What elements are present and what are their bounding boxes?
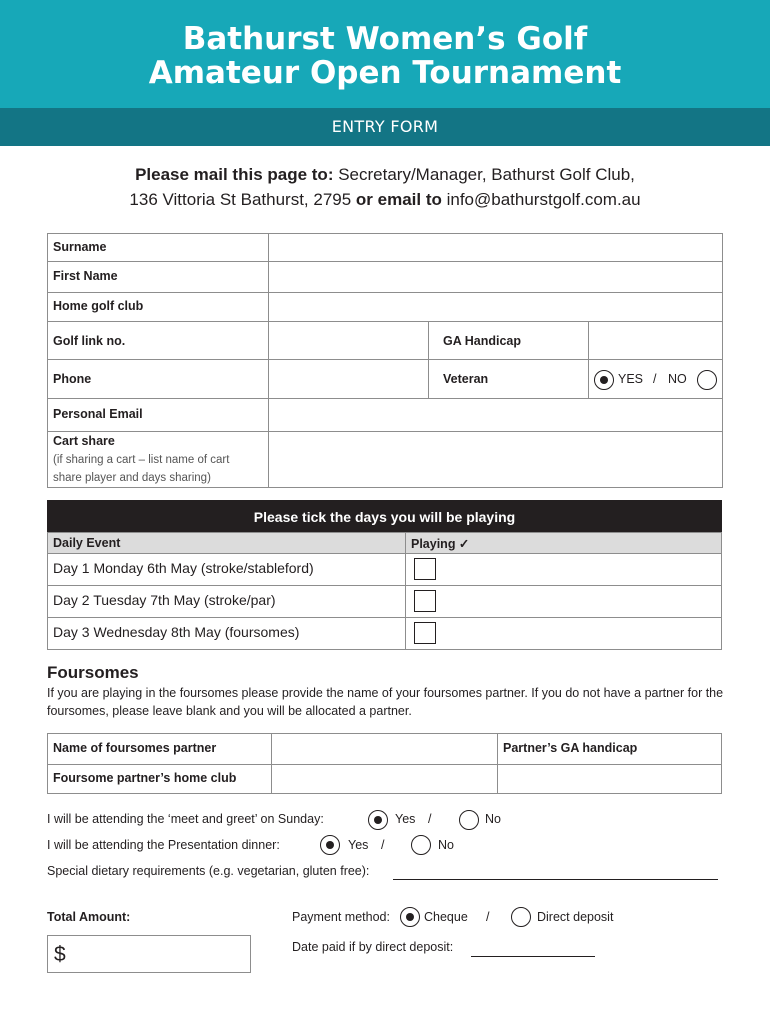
mail-lead: Please mail this page to: [135, 165, 334, 184]
cart-share-note-1: (if sharing a cart – list name of cart [53, 454, 230, 466]
day-row [47, 618, 722, 650]
date-paid-label: Date paid if by direct deposit: [292, 940, 454, 954]
dinner-yes-radio[interactable] [320, 835, 340, 855]
meet-greet-no-radio[interactable] [459, 810, 479, 830]
phone-field[interactable] [268, 359, 429, 399]
first-name-field[interactable] [268, 261, 723, 293]
total-amount-label: Total Amount: [47, 910, 131, 924]
days-banner: Please tick the days you will be playing [47, 500, 722, 532]
form-title [0, 0, 770, 90]
form-header [0, 0, 770, 108]
meet-greet-separator: / [428, 812, 432, 826]
cart-share-note-2: share player and days sharing) [53, 472, 211, 484]
first-name-label: First Name [53, 269, 118, 283]
foursomes-instructions: If you are playing in the foursomes please provide the name of your foursomes partner. If you do not have a partner for the foursomes, please leave blank and you will be allocated a partner. [47, 686, 724, 718]
surname-field[interactable] [268, 233, 723, 262]
dinner-yes-label: Yes [348, 838, 369, 852]
partner-club-field[interactable] [271, 764, 498, 794]
partner-name-label: Name of foursomes partner [53, 741, 217, 755]
title-line-1: Bathurst Women’s Golf [182, 21, 588, 57]
veteran-yes-radio[interactable] [594, 370, 614, 390]
direct-deposit-radio[interactable] [511, 907, 531, 927]
dinner-no-label: No [438, 838, 454, 852]
partner-handicap-label: Partner’s GA handicap [503, 741, 638, 755]
mail-address-1: Secretary/Manager, Bathurst Golf Club, [333, 165, 635, 184]
veteran-no-label: NO [668, 372, 687, 386]
partner-club-extra-cell[interactable] [497, 764, 722, 794]
row-divider [405, 586, 406, 617]
meet-greet-no-label: No [485, 812, 501, 826]
days-table-header [47, 532, 722, 554]
ga-handicap-field[interactable] [588, 321, 723, 360]
day-2-checkbox[interactable] [414, 590, 436, 612]
day-3-label: Day 3 Wednesday 8th May (foursomes) [53, 624, 300, 640]
dinner-separator: / [381, 838, 385, 852]
cart-share-field[interactable] [268, 431, 723, 488]
partner-name-field[interactable] [271, 733, 498, 765]
payment-separator: / [486, 910, 490, 924]
home-club-label: Home golf club [53, 299, 144, 313]
veteran-no-radio[interactable] [697, 370, 717, 390]
home-club-field[interactable] [268, 292, 723, 322]
day-1-checkbox[interactable] [414, 558, 436, 580]
surname-label: Surname [53, 240, 107, 254]
day-2-label: Day 2 Tuesday 7th May (stroke/par) [53, 592, 276, 608]
day-1-label: Day 1 Monday 6th May (stroke/stableford) [53, 560, 314, 576]
playing-header: Playing ✓ [411, 537, 470, 551]
dietary-question: Special dietary requirements (e.g. vegetarian, gluten free): [47, 864, 370, 878]
veteran-yes-label: YES [618, 372, 644, 386]
row-divider [405, 554, 406, 585]
meet-greet-yes-label: Yes [395, 812, 416, 826]
veteran-separator: / [653, 372, 657, 386]
total-amount-field[interactable] [47, 935, 251, 973]
dinner-no-radio[interactable] [411, 835, 431, 855]
ga-handicap-label: GA Handicap [443, 334, 522, 348]
title-line-2: Amateur Open Tournament [148, 55, 622, 91]
header-divider [405, 533, 406, 554]
foursomes-heading: Foursomes [47, 663, 139, 682]
cheque-label: Cheque [424, 910, 468, 924]
daily-event-header: Daily Event [53, 536, 121, 550]
email-address: info@bathurstgolf.com.au [441, 190, 641, 209]
cart-share-label: Cart share [53, 434, 115, 448]
golf-link-field[interactable] [268, 321, 429, 360]
cheque-radio[interactable] [400, 907, 420, 927]
currency-symbol: $ [54, 943, 66, 966]
dietary-input-line[interactable] [393, 879, 718, 880]
veteran-label: Veteran [443, 372, 489, 386]
payment-method-label: Payment method: [292, 910, 390, 924]
row-divider [405, 618, 406, 649]
personal-email-label: Personal Email [53, 407, 143, 421]
day-row [47, 586, 722, 618]
day-row [47, 554, 722, 586]
dinner-question: I will be attending the Presentation dinner: [47, 838, 280, 852]
direct-deposit-label: Direct deposit [537, 910, 614, 924]
golf-link-label: Golf link no. [53, 334, 126, 348]
day-3-checkbox[interactable] [414, 622, 436, 644]
mail-instructions [0, 162, 770, 212]
phone-label: Phone [53, 372, 92, 386]
or-email-label: or email to [355, 190, 442, 209]
mail-address-2: 136 Vittoria St Bathurst, 2795 [129, 190, 356, 209]
date-paid-input-line[interactable] [471, 956, 595, 957]
entry-form-banner: ENTRY FORM [0, 108, 770, 146]
partner-club-label: Foursome partner’s home club [53, 771, 237, 785]
personal-email-field[interactable] [268, 398, 723, 432]
meet-greet-yes-radio[interactable] [368, 810, 388, 830]
meet-greet-question: I will be attending the ‘meet and greet’ on Sunday: [47, 812, 324, 826]
